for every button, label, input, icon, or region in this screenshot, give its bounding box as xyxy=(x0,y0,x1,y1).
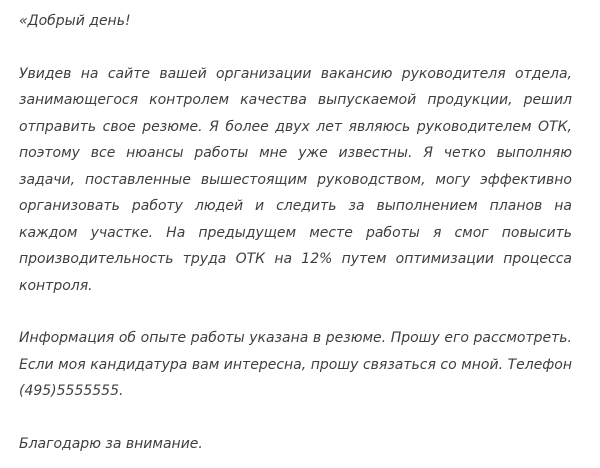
cover-letter xyxy=(19,8,572,457)
letter-paragraph-contact: Информация об опыте работы указана в резюме. Прошу его рассмотреть. Если моя кандидатура вам интересна, прошу связаться со мной. Телефон (495)5555555. xyxy=(19,330,572,399)
letter-closing: Благодарю за внимание. xyxy=(19,435,203,452)
letter-paragraph-experience: Увидев на сайте вашей организации вакансию руководителя отдела, занимающегося контролем качества выпускаемой продукции, решил отправить свое резюме. Я более двух лет являюсь руководителем ОТК, поэтому все нюансы работы мне уже известны. Я четко выполняю задачи, поставленные вышестоящим руководством, могу эффективно организовать работу людей и следить за выполнением планов на каждом участке. На предыдущем месте работы я смог повысить производительность труда ОТК на 12% путем оптимизации процесса контроля. xyxy=(19,65,572,294)
letter-greeting: «Добрый день! xyxy=(19,13,131,29)
